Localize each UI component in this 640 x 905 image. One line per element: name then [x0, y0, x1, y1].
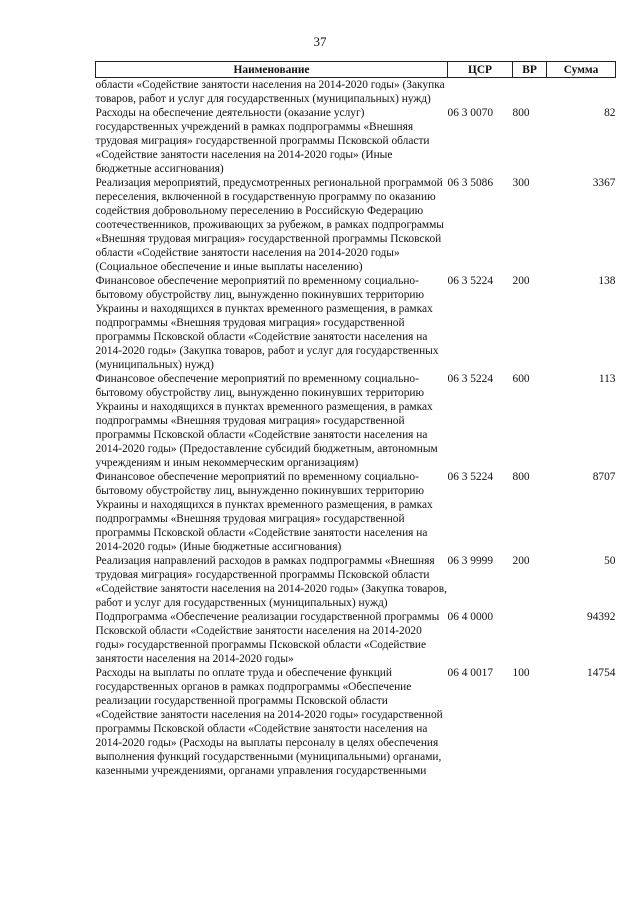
- row-csr: 06 3 5224: [447, 373, 494, 385]
- table-row: [96, 176, 616, 274]
- table-row: [96, 372, 616, 470]
- row-name: Финансовое обеспечение мероприятий по временному социально-бытовому обустройству лиц, вынужденно покинувших территорию Украины и находящихся в пунктах временного размещения, в рамках подпрограммы «Внешняя трудовая миграция» государственной программы Псковской области «Содействие занятости населения на 2014-2020 годы» (Иные бюджетные ассигнования): [95, 471, 433, 553]
- row-sum: 82: [604, 107, 616, 119]
- row-csr: [448, 78, 513, 107]
- row-sum: 8707: [592, 471, 616, 483]
- row-name: Финансовое обеспечение мероприятий по временному социально-бытовому обустройству лиц, вынужденно покинувших территорию Украины и находящихся в пунктах временного размещения, в рамках подпрограммы «Внешняя трудовая миграция» государственной программы Псковской области «Содействие занятости населения на 2014-2020 годы» (Закупка товаров, работ и услуг для государственных (муниципальных) нужд): [95, 275, 439, 371]
- column-header-sum: Сумма: [547, 62, 616, 78]
- row-vr: [513, 78, 547, 107]
- row-csr: 06 3 5086: [447, 177, 494, 189]
- column-header-csr: ЦСР: [448, 62, 513, 78]
- row-vr: 300: [512, 177, 530, 189]
- row-vr: 100: [512, 667, 530, 679]
- row-sum: 3367: [592, 177, 616, 189]
- table-row: [96, 666, 616, 778]
- table-row: [96, 274, 616, 372]
- row-vr: 800: [512, 471, 530, 483]
- row-sum: 14754: [587, 667, 616, 679]
- row-sum: 138: [598, 275, 616, 287]
- row-vr: [513, 610, 547, 666]
- table-header-row: [96, 62, 616, 78]
- row-name: области «Содействие занятости населения на 2014-2020 годы» (Закупка товаров, работ и услуг для государственных (муниципальных) нужд): [95, 79, 445, 105]
- row-vr: 600: [512, 373, 530, 385]
- budget-table: [95, 61, 616, 778]
- row-csr: 06 3 5224: [447, 275, 494, 287]
- table-row: [96, 78, 616, 107]
- row-sum: 94392: [587, 611, 616, 623]
- row-name: Подпрограмма «Обеспечение реализации государственной программы Псковской области «Содействие занятости населения на 2014-2020 годы» государственной программы Псковской области «Содействие занятости населения на 2014-2020 годы»: [95, 611, 440, 665]
- row-vr: 800: [512, 107, 530, 119]
- row-name: Расходы на выплаты по оплате труда и обеспечение функций государственных органов в рамках подпрограммы «Обеспечение реализации государственной программы Псковской области «Содействие занятости населения на 2014-2020 годы» государственной программы Псковской области «Содействие занятости населения на 2014-2020 годы» (Расходы на выплаты персоналу в целях обеспечения выполнения функций государственными (муниципальными) органами, казенными учреждениями, органами управления государственными: [95, 667, 443, 777]
- row-csr: 06 3 9999: [447, 555, 494, 567]
- table-row: [96, 106, 616, 176]
- column-header-vr: ВР: [513, 62, 547, 78]
- row-csr: 06 3 5224: [447, 471, 494, 483]
- column-header-name: Наименование: [96, 62, 448, 78]
- row-name: Расходы на обеспечение деятельности (оказание услуг) государственных учреждений в рамках подпрограммы «Внешняя трудовая миграция» государственной программы Псковской области «Содействие занятости населения на 2014-2020 годы» (Иные бюджетные ассигнования): [95, 107, 430, 175]
- page-number: 37: [313, 34, 327, 49]
- row-sum: 50: [604, 555, 616, 567]
- row-vr: 200: [512, 555, 530, 567]
- table-row: [96, 610, 616, 666]
- row-csr: 06 3 0070: [447, 107, 494, 119]
- row-sum: [547, 78, 616, 107]
- row-csr: 06 4 0017: [447, 667, 494, 679]
- table-row: [96, 554, 616, 610]
- row-csr: 06 4 0000: [447, 611, 494, 623]
- row-vr: 200: [512, 275, 530, 287]
- row-sum: 113: [598, 373, 616, 385]
- row-name: Финансовое обеспечение мероприятий по временному социально-бытовому обустройству лиц, вынужденно покинувших территорию Украины и находящихся в пунктах временного размещения, в рамках подпрограммы «Внешняя трудовая миграция» государственной программы Псковской области «Содействие занятости населения на 2014-2020 годы» (Предоставление субсидий бюджетным, автономным учреждениям и иным некоммерческим организациям): [95, 373, 438, 469]
- row-name: Реализация мероприятий, предусмотренных региональной программой переселения, включенной в государственную программу по оказанию содействия добровольному переселению в Российскую Федерацию соотечественников, проживающих за рубежом, в рамках подпрограммы «Внешняя трудовая миграция» государственной программы Псковской области «Содействие занятости населения на 2014-2020 годы» (Социальное обеспечение и иные выплаты населению): [95, 177, 444, 273]
- table-row: [96, 470, 616, 554]
- row-name: Реализация направлений расходов в рамках подпрограммы «Внешняя трудовая миграция» государственной программы Псковской области «Содействие занятости населения на 2014-2020 годы» (Закупка товаров, работ и услуг для государственных (муниципальных) нужд): [95, 555, 447, 609]
